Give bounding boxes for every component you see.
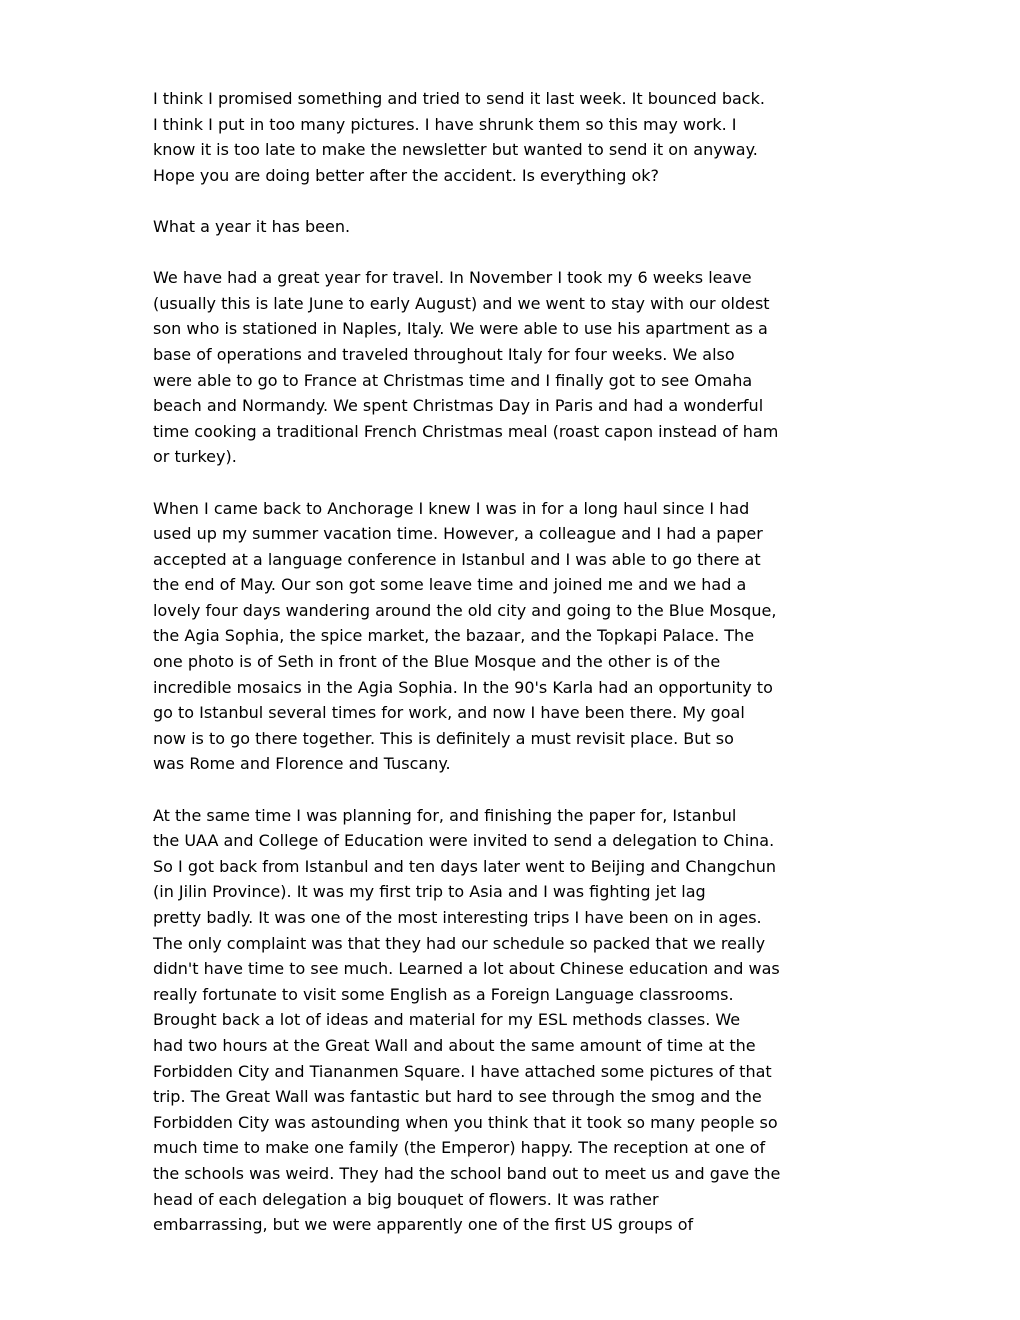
text-line: the schools was weird. They had the school band out to meet us and gave the	[153, 1163, 781, 1183]
text-line: trip. The Great Wall was fantastic but hard to see through the smog and the	[153, 1087, 762, 1107]
text-line: was Rome and Florence and Tuscany.	[153, 754, 451, 774]
text-line: didn't have time to see much. Learned a lot about Chinese education and was	[153, 959, 780, 979]
text-line: beach and Normandy. We spent Christmas Day in Paris and had a wonderful	[153, 396, 764, 416]
text-line: go to Istanbul several times for work, and now I have been there. My goal	[153, 703, 745, 723]
paragraph	[153, 496, 873, 778]
text-line: used up my summer vacation time. However, a colleague and I had a paper	[153, 524, 763, 544]
text-line: (usually this is late June to early August) and we went to stay with our oldest	[153, 293, 770, 313]
text-line: accepted at a language conference in Istanbul and I was able to go there at	[153, 549, 761, 569]
text-line: the end of May. Our son got some leave time and joined me and we had a	[153, 575, 747, 595]
text-line: incredible mosaics in the Agia Sophia. In the 90's Karla had an opportunity to	[153, 677, 773, 697]
text-line: or turkey).	[153, 447, 237, 467]
text-line: I think I promised something and tried to send it last week. It bounced back.	[153, 89, 765, 108]
text-line: We have had a great year for travel. In November I took my 6 weeks leave	[153, 268, 752, 288]
text-line: Brought back a lot of ideas and material for my ESL methods classes. We	[153, 1010, 741, 1030]
text-line: much time to make one family (the Emperor) happy. The reception at one of	[153, 1138, 766, 1158]
text-line: So I got back from Istanbul and ten days later went to Beijing and Changchun	[153, 856, 777, 876]
text-line: Forbidden City was astounding when you think that it took so many people so	[153, 1112, 778, 1132]
text-line: embarrassing, but we were apparently one of the first US groups of	[153, 1215, 694, 1235]
text-line: When I came back to Anchorage I knew I was in for a long haul since I had	[153, 498, 750, 518]
text-line: had two hours at the Great Wall and about the same amount of time at the	[153, 1035, 756, 1055]
text-line: son who is stationed in Naples, Italy. We were able to use his apartment as a	[153, 319, 768, 339]
text-line: Hope you are doing better after the accident. Is everything ok?	[153, 165, 660, 185]
paragraph	[153, 86, 873, 188]
paragraph	[153, 803, 873, 1238]
text-line: know it is too late to make the newsletter but wanted to send it on anyway.	[153, 140, 758, 160]
text-line: What a year it has been.	[153, 216, 351, 236]
text-line: the UAA and College of Education were invited to send a delegation to China.	[153, 831, 775, 851]
text-line: really fortunate to visit some English as a Foreign Language classrooms.	[153, 984, 734, 1004]
text-line: The only complaint was that they had our schedule so packed that we really	[153, 933, 766, 953]
text-line: time cooking a traditional French Christmas meal (roast capon instead of ham	[153, 421, 779, 441]
text-line: base of operations and traveled throughout Italy for four weeks. We also	[153, 344, 735, 364]
paragraph	[153, 214, 873, 240]
text-line: At the same time I was planning for, and finishing the paper for, Istanbul	[153, 805, 737, 825]
text-line: were able to go to France at Christmas time and I finally got to see Omaha	[153, 370, 753, 390]
text-line: lovely four days wandering around the old city and going to the Blue Mosque,	[153, 600, 777, 620]
text-line: head of each delegation a big bouquet of flowers. It was rather	[153, 1189, 659, 1209]
text-line: Forbidden City and Tiananmen Square. I have attached some pictures of that	[153, 1061, 772, 1081]
letter-body	[153, 86, 873, 1263]
text-line: the Agia Sophia, the spice market, the bazaar, and the Topkapi Palace. The	[153, 626, 755, 646]
text-line: pretty badly. It was one of the most interesting trips I have been on in ages.	[153, 908, 762, 927]
text-line: now is to go there together. This is definitely a must revisit place. But so	[153, 728, 734, 748]
text-line: one photo is of Seth in front of the Blue Mosque and the other is of the	[153, 652, 721, 672]
paragraph	[153, 265, 873, 470]
text-line: I think I put in too many pictures. I have shrunk them so this may work. I	[153, 114, 737, 134]
text-line: (in Jilin Province). It was my first trip to Asia and I was fighting jet lag	[153, 882, 706, 902]
